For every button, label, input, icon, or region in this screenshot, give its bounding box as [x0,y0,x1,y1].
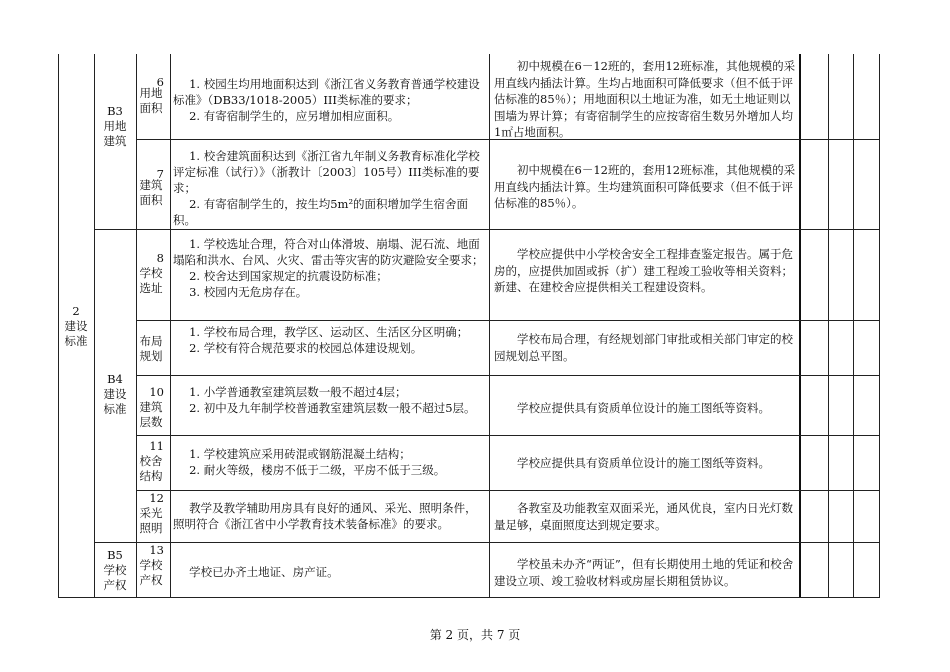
item-number: 13 [149,543,164,557]
item-notes: 学校应提供中小学校舍安全工程排查鉴定报告。属于危房的，应提供加固或拆（扩）建工程竣工验收等相关资料；新建、在建校舍应提供相关工程建设资料。 [494,247,793,294]
item-content [173,446,485,478]
content-line: 1. 学校建筑应采用砖混或钢筋混凝土结构； [189,447,411,461]
item-name: 校舍结构 [139,454,163,483]
content-line: 2. 学校有符合规范要求的校园总体建设规划。 [189,341,423,355]
group-id: B4 [107,372,123,386]
item-content [173,324,485,356]
group-name: 用地建筑 [103,119,127,148]
item-notes: 各教室及功能教室双面采光，通风优良，室内日光灯数量足够，桌面照度达到规定要求。 [494,501,793,532]
group-id: B5 [107,548,123,562]
item-number: 6 [156,75,164,89]
item-notes: 初中规模在6－12班的，套用12班标准，其他规模的采用直线内插法计算。生均建筑面积可降低要求（但不低于评估标准的85％）。 [494,163,796,210]
item-number: 11 [149,439,164,453]
item-number: 7 [156,167,164,181]
content-line: 1. 学校选址合理，符合对山体滑坡、崩塌、泥石流、地面塌陷和洪水、台风、火灾、雷击等灾害的防灾避险安全要求； [173,237,484,267]
content-line: 1. 学校布局合理，教学区、运动区、生活区分区明确； [189,325,469,339]
item-name: 布局规划 [139,334,163,363]
content-line: 2. 有寄宿制学生的，按生均5m²的面积增加学生宿舍面积。 [173,197,469,227]
item-notes: 学校布局合理，有经规划部门审批或相关部门审定的校园规划总平图。 [494,332,793,363]
content-line: 1. 小学普通教室建筑层数一般不超过4层； [189,385,407,399]
item-notes: 学校虽未办齐“两证”，但有长期使用土地的凭证和校舍建设立项、竣工验收材料或房屋长期租赁协议。 [494,557,794,588]
group-name: 建设标准 [103,387,127,416]
content-line: 1. 校舍建筑面积达到《浙江省九年制义务教育标准化学校评定标准（试行）》（浙教计〔2003〕105号）III类标准的要求； [173,149,480,195]
group-id: B3 [107,104,123,118]
item-name: 建筑层数 [139,400,163,429]
group-name: 学校产权 [103,563,127,592]
item-name: 采光照明 [139,506,163,535]
category-cell [58,304,94,349]
item-content [173,384,485,416]
item-notes: 学校应提供具有资质单位设计的施工图纸等资料。 [517,456,770,470]
category-number: 2 [72,304,80,318]
group-cell-b5 [94,548,136,593]
item-name: 学校产权 [139,558,163,587]
item-name: 学校选址 [139,266,163,295]
content-line: 2. 校舍达到国家规定的抗震设防标准； [189,269,388,283]
item-name: 建筑面积 [139,178,163,207]
content-line: 2. 初中及九年制学校普通教室建筑层数一般不超过5层。 [189,401,476,415]
item-notes: 初中规模在6－12班的，套用12班标准，其他规模的采用直线内插法计算。生均占地面积可降低要求（但不低于评估标准的85％）；用地面积以土地证为准，如无土地证则以围墙为界计算；有寄宿制学生的应按寄宿生数另外增加人均1㎡占地面积。 [494,59,796,139]
item-content [173,564,485,580]
category-name: 建设标准 [64,319,88,348]
item-content [173,148,485,228]
item-notes: 学校应提供具有资质单位设计的施工图纸等资料。 [517,401,770,415]
content-line: 2. 有寄宿制学生的，应另增加相应面积。 [189,109,400,123]
content-line: 3. 校园内无危房存在。 [189,285,308,299]
item-name: 用地面积 [139,86,163,115]
item-content [173,500,485,532]
content-line: 2. 耐火等级，楼房不低于二级，平房不低于三级。 [189,463,446,477]
content-line: 教学及教学辅助用房具有良好的通风、采光、照明条件，照明符合《浙江省中小学教育技术装备标准》的要求。 [173,501,477,531]
item-number: 12 [149,491,164,505]
item-number: 8 [156,251,164,265]
group-cell-b4 [94,372,136,417]
content-line: 1. 校园生均用地面积达到《浙江省义务教育普通学校建设标准》（DB33/1018-2005）III类标准的要求； [173,77,480,107]
content-line: 学校已办齐土地证、房产证。 [189,565,339,579]
item-content [173,76,485,124]
item-number: 10 [149,385,164,399]
item-content [173,236,485,300]
page-footer: 第 2 页，共 7 页 [429,628,521,642]
evaluation-table [58,54,880,598]
group-cell-b3 [94,104,136,149]
